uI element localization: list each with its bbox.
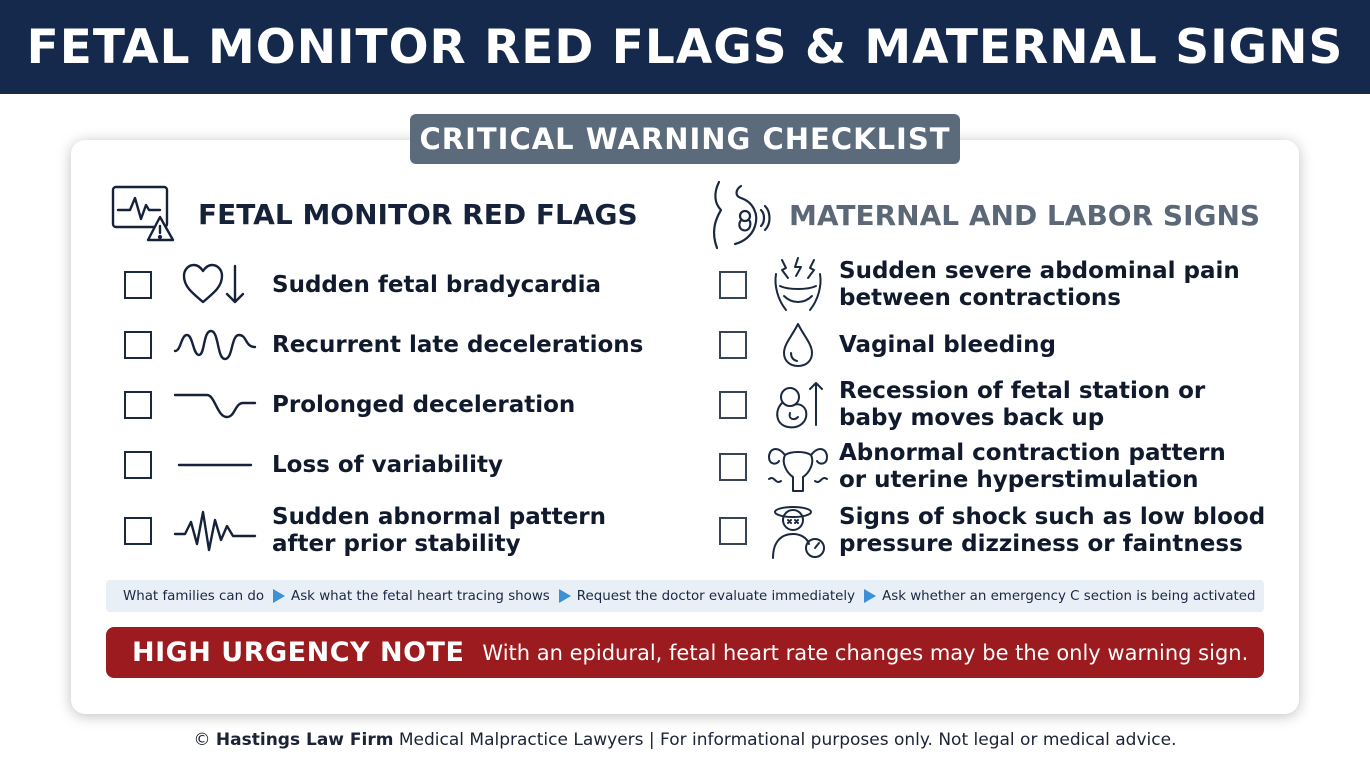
families-step: Ask whether an emergency C section is being activated (882, 588, 1256, 604)
fetal-flag-row (124, 257, 684, 313)
checkbox[interactable] (719, 391, 747, 419)
maternal-sign-row (719, 257, 1279, 313)
checkbox[interactable] (124, 517, 152, 545)
maternal-sign-label: Vaginal bleeding (839, 331, 1056, 358)
checkbox[interactable] (124, 271, 152, 299)
fetal-column-header (110, 183, 638, 245)
checklist-badge (410, 114, 960, 164)
maternal-sign-label: Signs of shock such as low blood pressure dizziness or faintness (839, 504, 1266, 557)
maternal-sign-label: Sudden severe abdominal pain between contractions (839, 258, 1240, 311)
maternal-sign-row (719, 439, 1279, 495)
families-action-strip (106, 580, 1264, 612)
blood-drop-icon (778, 320, 818, 370)
urgency-note (106, 627, 1264, 678)
firm-name: Hastings Law Firm (215, 730, 394, 750)
footer (0, 730, 1370, 750)
dizzy-person-icon (767, 502, 829, 560)
maternal-sign-row (719, 377, 1279, 433)
fetal-flag-label: Sudden abnormal pattern after prior stability (272, 504, 607, 557)
fetal-flag-label: Recurrent late decelerations (272, 331, 644, 358)
arrow-right-icon (559, 589, 571, 603)
erratic-wave-icon (173, 506, 257, 556)
uterus-icon (765, 439, 831, 495)
copyright-symbol: © (193, 730, 211, 750)
checkbox[interactable] (719, 331, 747, 359)
maternal-sign-label: Abnormal contraction pattern or uterine hyperstimulation (839, 440, 1226, 493)
wave-icon (173, 325, 257, 365)
pregnant-silhouette-icon (705, 180, 773, 250)
fetal-flag-row (124, 437, 684, 493)
fetal-column-title: FETAL MONITOR RED FLAGS (198, 197, 638, 231)
maternal-sign-row (719, 317, 1279, 373)
fetal-flag-label: Sudden fetal bradycardia (272, 271, 602, 298)
urgency-text: With an epidural, fetal heart rate changes may be the only warning sign. (482, 640, 1249, 665)
fetal-flag-label: Loss of variability (272, 451, 504, 478)
footer-disclaimer: Medical Malpractice Lawyers | For informational purposes only. Not legal or medical advice. (398, 730, 1177, 750)
checkbox[interactable] (124, 331, 152, 359)
checkbox[interactable] (124, 451, 152, 479)
fetal-flag-row (124, 503, 684, 559)
families-step: Request the doctor evaluate immediately (576, 588, 856, 604)
fetal-flag-row (124, 377, 684, 433)
arrow-right-icon (864, 589, 876, 603)
families-step: Ask what the fetal heart tracing shows (291, 588, 550, 604)
maternal-sign-label: Recession of fetal station or baby moves back up (839, 378, 1206, 431)
checkbox[interactable] (124, 391, 152, 419)
fetal-flag-label: Prolonged deceleration (272, 391, 576, 418)
checkbox[interactable] (719, 453, 747, 481)
arrow-right-icon (273, 589, 285, 603)
checklist-badge-label: CRITICAL WARNING CHECKLIST (419, 122, 951, 156)
urgency-title: HIGH URGENCY NOTE (132, 637, 465, 668)
fetal-flag-row (124, 317, 684, 373)
maternal-column-title: MATERNAL AND LABOR SIGNS (789, 198, 1261, 232)
monitor-warning-icon (110, 183, 178, 245)
maternal-column-header (705, 180, 1260, 250)
heart-down-icon (181, 262, 249, 308)
maternal-sign-row (719, 503, 1279, 559)
fetus-up-arrow-icon (768, 377, 828, 433)
page-title: FETAL MONITOR RED FLAGS & MATERNAL SIGNS (26, 19, 1344, 75)
checkbox[interactable] (719, 271, 747, 299)
flat-line-icon (173, 455, 257, 475)
header-banner (0, 0, 1370, 94)
dip-curve-icon (173, 387, 257, 423)
checkbox[interactable] (719, 517, 747, 545)
abdominal-pain-icon (768, 256, 828, 314)
families-label: What families can do (123, 588, 265, 604)
